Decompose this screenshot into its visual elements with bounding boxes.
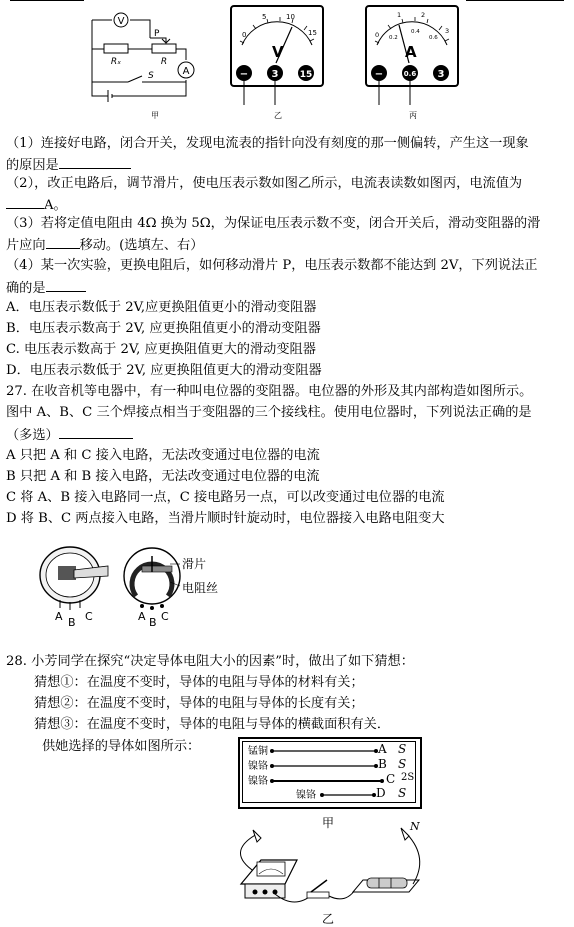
resistance-wire-label: 电阻丝 bbox=[182, 581, 219, 595]
q26-part4-line1: （4）某一次实验，更换电阻后，如何移动滑片 P，电压表示数都不能达到 2V，下列说法正 bbox=[6, 258, 538, 273]
a-terminal-3: 3 bbox=[437, 69, 445, 80]
voltmeter-caption: 乙 bbox=[274, 111, 282, 120]
voltmeter-figure bbox=[228, 3, 326, 121]
a-scale-1: 1 bbox=[397, 11, 402, 19]
rx-label: Rₓ bbox=[110, 57, 122, 67]
wire-d-letter: D bbox=[376, 786, 386, 800]
q26-part3-line2: 片应向 移动。(选填左、右） bbox=[6, 234, 203, 256]
answer-blank[interactable] bbox=[46, 277, 86, 292]
q26-option-b: B．电压表示数高于 2V, 应更换阻值更小的滑动变阻器 bbox=[6, 321, 321, 336]
a-scale-0-4: 0.4 bbox=[411, 29, 420, 35]
v-terminal-15: 15 bbox=[299, 70, 313, 80]
q28-supply-text: 供她选择的导体如图所示： bbox=[42, 739, 201, 754]
q26-part2-line2: A。 bbox=[6, 194, 67, 216]
potentiometer-interior bbox=[124, 548, 180, 610]
q26-part3-line1: （3）若将定值电阻由 4Ω 换为 5Ω，为保证电压表示数不变，闭合开关后，滑动变阻器的滑 bbox=[6, 216, 541, 231]
voltmeter-unit: V bbox=[272, 43, 284, 61]
slider-label: 滑片 bbox=[182, 557, 207, 571]
q27-line3: （多选） bbox=[6, 424, 133, 446]
wire-d-area: S bbox=[398, 786, 407, 800]
switch-icon bbox=[307, 880, 329, 898]
answer-blank[interactable] bbox=[59, 154, 131, 169]
q26-option-d: D．电压表示数低于 2V, 应更换阻值更大的滑动变阻器 bbox=[6, 363, 322, 378]
wire-a-area: S bbox=[398, 742, 407, 756]
q28-guess1: 猜想①：在温度不变时，导体的电阻与导体的材料有关； bbox=[34, 675, 364, 690]
a-terminal-0-6: 0.6 bbox=[403, 70, 417, 78]
a-scale-0-2: 0.2 bbox=[389, 35, 398, 41]
apparatus-caption: 乙 bbox=[322, 912, 335, 926]
wire-b-letter: B bbox=[378, 757, 387, 771]
ext-terminal-b: B bbox=[68, 616, 76, 629]
a-scale-3: 3 bbox=[445, 27, 450, 35]
v-scale-10: 10 bbox=[286, 13, 295, 21]
experiment-apparatus bbox=[215, 822, 430, 912]
a-scale-0-6: 0.6 bbox=[429, 35, 438, 41]
p-label: P bbox=[154, 29, 160, 39]
wire-a-letter: A bbox=[378, 742, 387, 756]
clip-n-label: N bbox=[410, 820, 420, 833]
v-terminal-neg: − bbox=[239, 69, 249, 80]
v-scale-15: 15 bbox=[308, 29, 317, 37]
header-rule-left bbox=[10, 0, 84, 1]
ammeter-symbol: A bbox=[182, 66, 190, 77]
q27-line1: 27. 在收音机等电器中，有一种叫电位器的变阻器。电位器的外形及其内部构造如图所示。 bbox=[6, 384, 533, 399]
ext-terminal-a: A bbox=[55, 610, 63, 623]
wire-a-material: 锰铜 bbox=[248, 746, 268, 757]
wire-c-area: 2S bbox=[401, 772, 415, 783]
circuit-caption: 甲 bbox=[151, 111, 159, 120]
wire-c-letter: C bbox=[386, 772, 396, 786]
v-scale-0: 0 bbox=[242, 31, 247, 39]
q27-option-b: B 只把 A 和 B 接入电路，无法改变通过电位器的电流 bbox=[6, 469, 320, 484]
q27-line2: 图中 A、B、C 三个焊接点相当于变阻器的三个接线柱。使用电位器时，下列说法正确的是 bbox=[6, 405, 532, 420]
ammeter-caption: 丙 bbox=[409, 111, 417, 120]
q28-line1: 28. 小芳同学在探究“决定导体电阻大小的因素”时，做出了如下猜想： bbox=[6, 654, 414, 669]
q28-guess2: 猜想②：在温度不变时，导体的电阻与导体的长度有关； bbox=[34, 696, 364, 711]
wire-c-material: 镍铬 bbox=[248, 776, 268, 787]
voltmeter-symbol: V bbox=[117, 16, 125, 27]
wire-d-material: 镍铬 bbox=[296, 790, 316, 801]
r-label: R bbox=[160, 57, 168, 67]
clip-n-icon bbox=[401, 828, 409, 840]
v-terminal-3: 3 bbox=[271, 69, 279, 80]
q26-option-a: A．电压表示数低于 2V,应更换阻值更小的滑动变阻器 bbox=[6, 300, 317, 315]
a-scale-2: 2 bbox=[421, 11, 426, 19]
answer-blank[interactable] bbox=[6, 194, 44, 209]
q26-part2-line1: （2），改正电路后，调节滑片，使电压表示数如图乙所示，电流表读数如图丙，电流值为 bbox=[6, 176, 523, 191]
answer-blank[interactable] bbox=[59, 424, 133, 439]
board-caption: 甲 bbox=[322, 816, 335, 830]
answer-blank[interactable] bbox=[46, 234, 80, 249]
header-rule-right bbox=[466, 0, 564, 1]
ammeter-unit: A bbox=[405, 43, 417, 61]
ammeter-figure bbox=[363, 3, 461, 121]
ext-terminal-c: C bbox=[85, 610, 93, 623]
s-label: S bbox=[148, 71, 154, 81]
q26-part1-line1: （1）连接好电路，闭合开关，发现电流表的指针向没有刻度的那一侧偏转，产生这一现象 bbox=[6, 136, 529, 151]
q27-option-d: D 将 B、C 两点接入电路，当滑片顺时针旋动时，电位器接入电路电阻变大 bbox=[6, 511, 445, 526]
wire-b-material: 镍铬 bbox=[248, 761, 268, 772]
q26-option-c: C. 电压表示数高于 2V, 应更换阻值更大的滑动变阻器 bbox=[6, 342, 316, 357]
wire-b-area: S bbox=[398, 757, 407, 771]
a-scale-0: 0 bbox=[375, 31, 380, 39]
q27-option-c: C 将 A、B 接入电路同一点，C 接电路另一点，可以改变通过电位器的电流 bbox=[6, 490, 445, 505]
battery-holder-icon bbox=[353, 878, 419, 892]
q28-guess3: 猜想③：在温度不变时，导体的电阻与导体的横截面积有关． bbox=[34, 717, 391, 732]
int-terminal-c: C bbox=[161, 610, 169, 623]
q26-part4-line2: 确的是 bbox=[6, 277, 86, 299]
int-terminal-b: B bbox=[149, 616, 157, 629]
int-terminal-a: A bbox=[138, 610, 146, 623]
q26-part1-line2: 的原因是 bbox=[6, 154, 131, 176]
ammeter-apparatus-icon bbox=[241, 860, 297, 898]
q27-option-a: A 只把 A 和 C 接入电路，无法改变通过电位器的电流 bbox=[6, 448, 320, 463]
v-scale-5: 5 bbox=[262, 13, 267, 21]
a-terminal-neg: − bbox=[374, 69, 384, 80]
circuit-diagram bbox=[80, 6, 215, 121]
potentiometer-exterior bbox=[40, 547, 108, 610]
